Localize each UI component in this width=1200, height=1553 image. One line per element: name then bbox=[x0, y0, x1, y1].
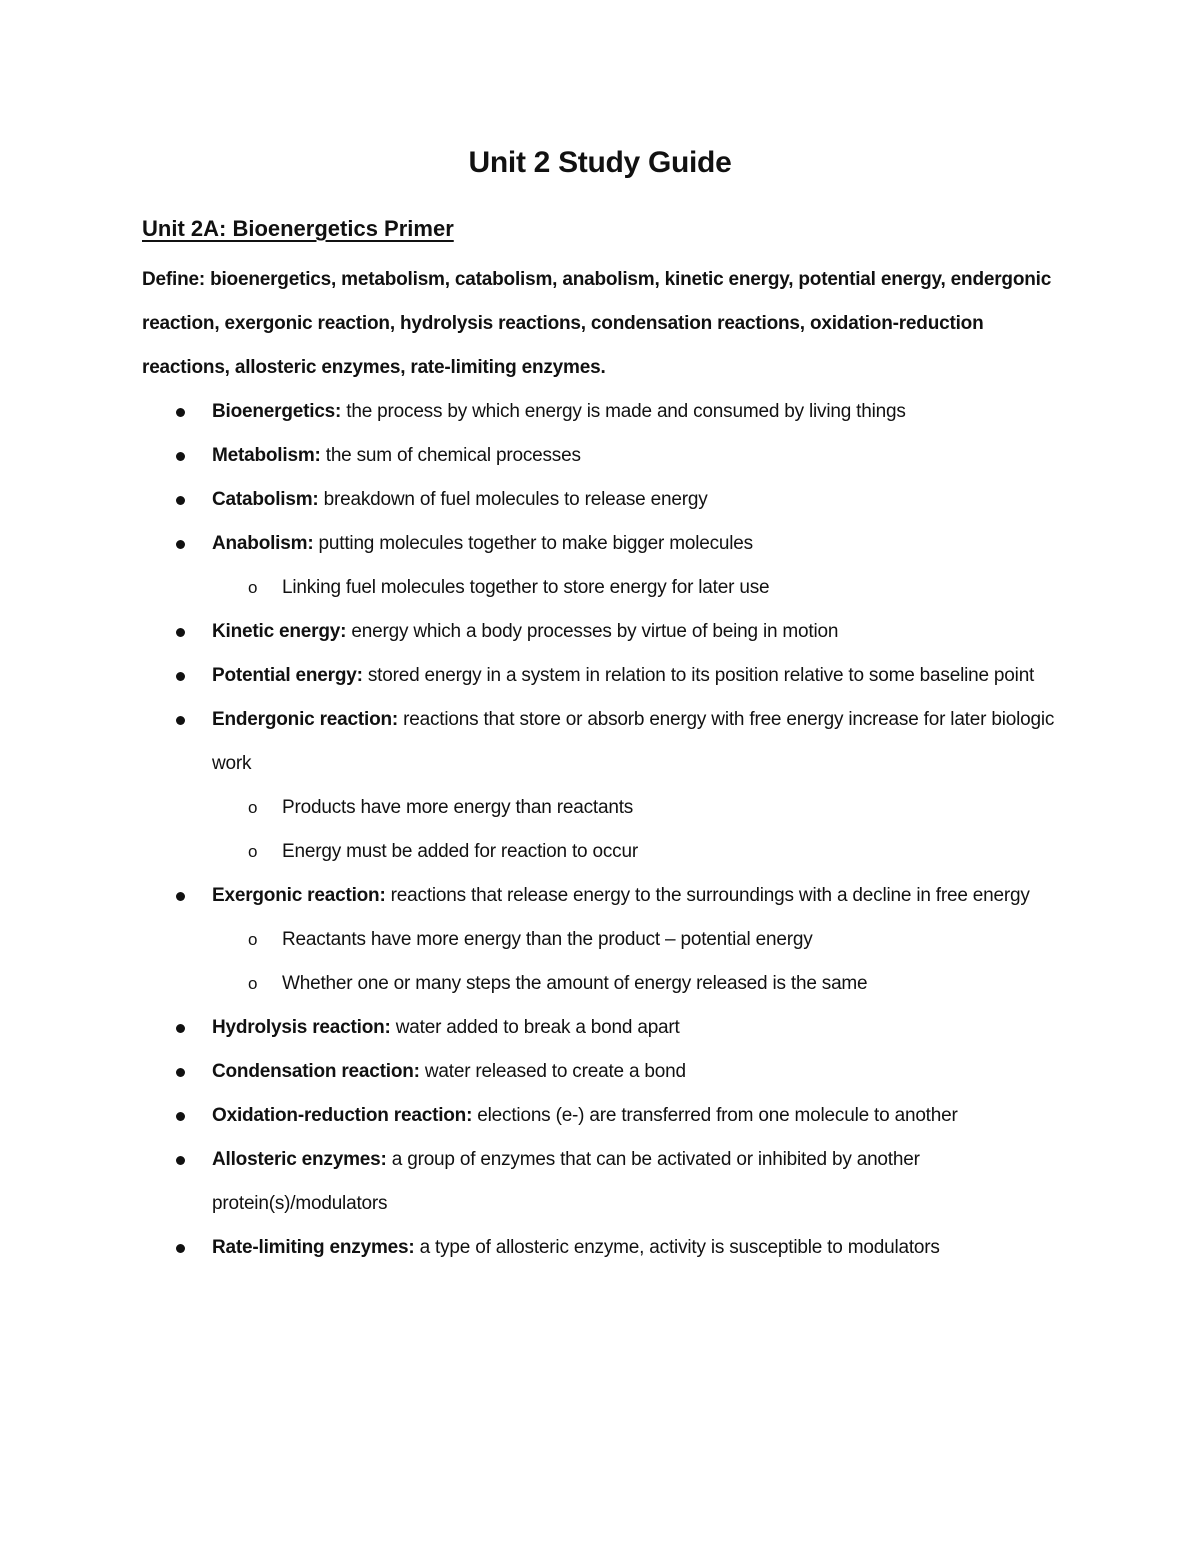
term-definition: the process by which energy is made and consumed by living things bbox=[341, 401, 906, 422]
sub-list bbox=[212, 786, 1058, 874]
term-definition: reactions that store or absorb energy with free energy increase for later biologic work bbox=[212, 709, 1055, 774]
term-label: Hydrolysis reaction: bbox=[212, 1017, 391, 1038]
section-heading: Unit 2A: Bioenergetics Primer bbox=[142, 216, 454, 241]
term-definition: breakdown of fuel molecules to release energy bbox=[318, 489, 708, 510]
sub-item-text: Reactants have more energy than the product – potential energy bbox=[282, 929, 813, 950]
bullet-icon bbox=[176, 1068, 185, 1077]
term-list bbox=[142, 390, 1058, 1270]
sub-list bbox=[212, 918, 1058, 1006]
term-label: Catabolism: bbox=[212, 489, 319, 510]
list-item bbox=[142, 390, 1058, 434]
term-definition: a group of enzymes that can be activated or inhibited by another protein(s)/modulators bbox=[212, 1149, 920, 1214]
hollow-bullet-icon: o bbox=[248, 842, 258, 861]
sub-list-item bbox=[212, 830, 1058, 874]
term-label: Kinetic energy: bbox=[212, 621, 347, 642]
sub-list-item bbox=[212, 566, 1058, 610]
term-definition: putting molecules together to make bigger molecules bbox=[313, 533, 753, 554]
term-label: Endergonic reaction: bbox=[212, 709, 399, 730]
term-definition: reactions that release energy to the surroundings with a decline in free energy bbox=[385, 885, 1030, 906]
bullet-icon bbox=[176, 452, 185, 461]
sub-list-item bbox=[212, 962, 1058, 1006]
list-item bbox=[142, 698, 1058, 874]
sub-item-text: Whether one or many steps the amount of energy released is the same bbox=[282, 973, 868, 994]
term-definition: energy which a body processes by virtue of being in motion bbox=[346, 621, 839, 642]
bullet-icon bbox=[176, 496, 185, 505]
term-label: Oxidation-reduction reaction: bbox=[212, 1105, 473, 1126]
list-item bbox=[142, 434, 1058, 478]
sub-item-text: Products have more energy than reactants bbox=[282, 797, 634, 818]
bullet-icon bbox=[176, 672, 185, 681]
bullet-icon bbox=[176, 1156, 185, 1165]
hollow-bullet-icon: o bbox=[248, 798, 258, 817]
term-definition: water added to break a bond apart bbox=[390, 1017, 680, 1038]
list-item bbox=[142, 522, 1058, 610]
term-definition: elections (e-) are transferred from one molecule to another bbox=[472, 1105, 958, 1126]
hollow-bullet-icon: o bbox=[248, 578, 258, 597]
term-definition: the sum of chemical processes bbox=[320, 445, 581, 466]
term-label: Potential energy: bbox=[212, 665, 363, 686]
list-item bbox=[142, 1050, 1058, 1094]
sub-list-item bbox=[212, 786, 1058, 830]
list-item bbox=[142, 874, 1058, 1006]
bullet-icon bbox=[176, 628, 185, 637]
bullet-icon bbox=[176, 892, 185, 901]
list-item bbox=[142, 1226, 1058, 1270]
term-label: Anabolism: bbox=[212, 533, 314, 554]
term-definition: a type of allosteric enzyme, activity is susceptible to modulators bbox=[414, 1237, 940, 1258]
term-label: Metabolism: bbox=[212, 445, 321, 466]
bullet-icon bbox=[176, 1024, 185, 1033]
bullet-icon bbox=[176, 1112, 185, 1121]
sub-list-item bbox=[212, 918, 1058, 962]
sub-list bbox=[212, 566, 1058, 610]
document-title: Unit 2 Study Guide bbox=[468, 146, 732, 179]
bullet-icon bbox=[176, 716, 185, 725]
bullet-icon bbox=[176, 540, 185, 549]
bullet-icon bbox=[176, 1244, 185, 1253]
list-item bbox=[142, 1094, 1058, 1138]
term-label: Rate-limiting enzymes: bbox=[212, 1237, 415, 1258]
list-item bbox=[142, 654, 1058, 698]
sub-item-text: Energy must be added for reaction to occur bbox=[282, 841, 638, 862]
hollow-bullet-icon: o bbox=[248, 930, 258, 949]
term-definition: stored energy in a system in relation to its position relative to some baseline point bbox=[362, 665, 1035, 686]
term-label: Exergonic reaction: bbox=[212, 885, 386, 906]
term-definition: water released to create a bond bbox=[419, 1061, 686, 1082]
list-item bbox=[142, 478, 1058, 522]
term-label: Condensation reaction: bbox=[212, 1061, 420, 1082]
hollow-bullet-icon: o bbox=[248, 974, 258, 993]
term-label: Bioenergetics: bbox=[212, 401, 342, 422]
term-label: Allosteric enzymes: bbox=[212, 1149, 387, 1170]
list-item bbox=[142, 1138, 1058, 1226]
bullet-icon bbox=[176, 408, 185, 417]
list-item bbox=[142, 610, 1058, 654]
list-item bbox=[142, 1006, 1058, 1050]
sub-item-text: Linking fuel molecules together to store energy for later use bbox=[282, 577, 770, 598]
define-paragraph: Define: bioenergetics, metabolism, catabolism, anabolism, kinetic energy, potential energy, endergonic reaction, exergonic reaction, hydrolysis reactions, condensation reactions, oxidation-reduction reactions, allosteric enzymes, rate-limiting enzymes. bbox=[142, 269, 1052, 378]
